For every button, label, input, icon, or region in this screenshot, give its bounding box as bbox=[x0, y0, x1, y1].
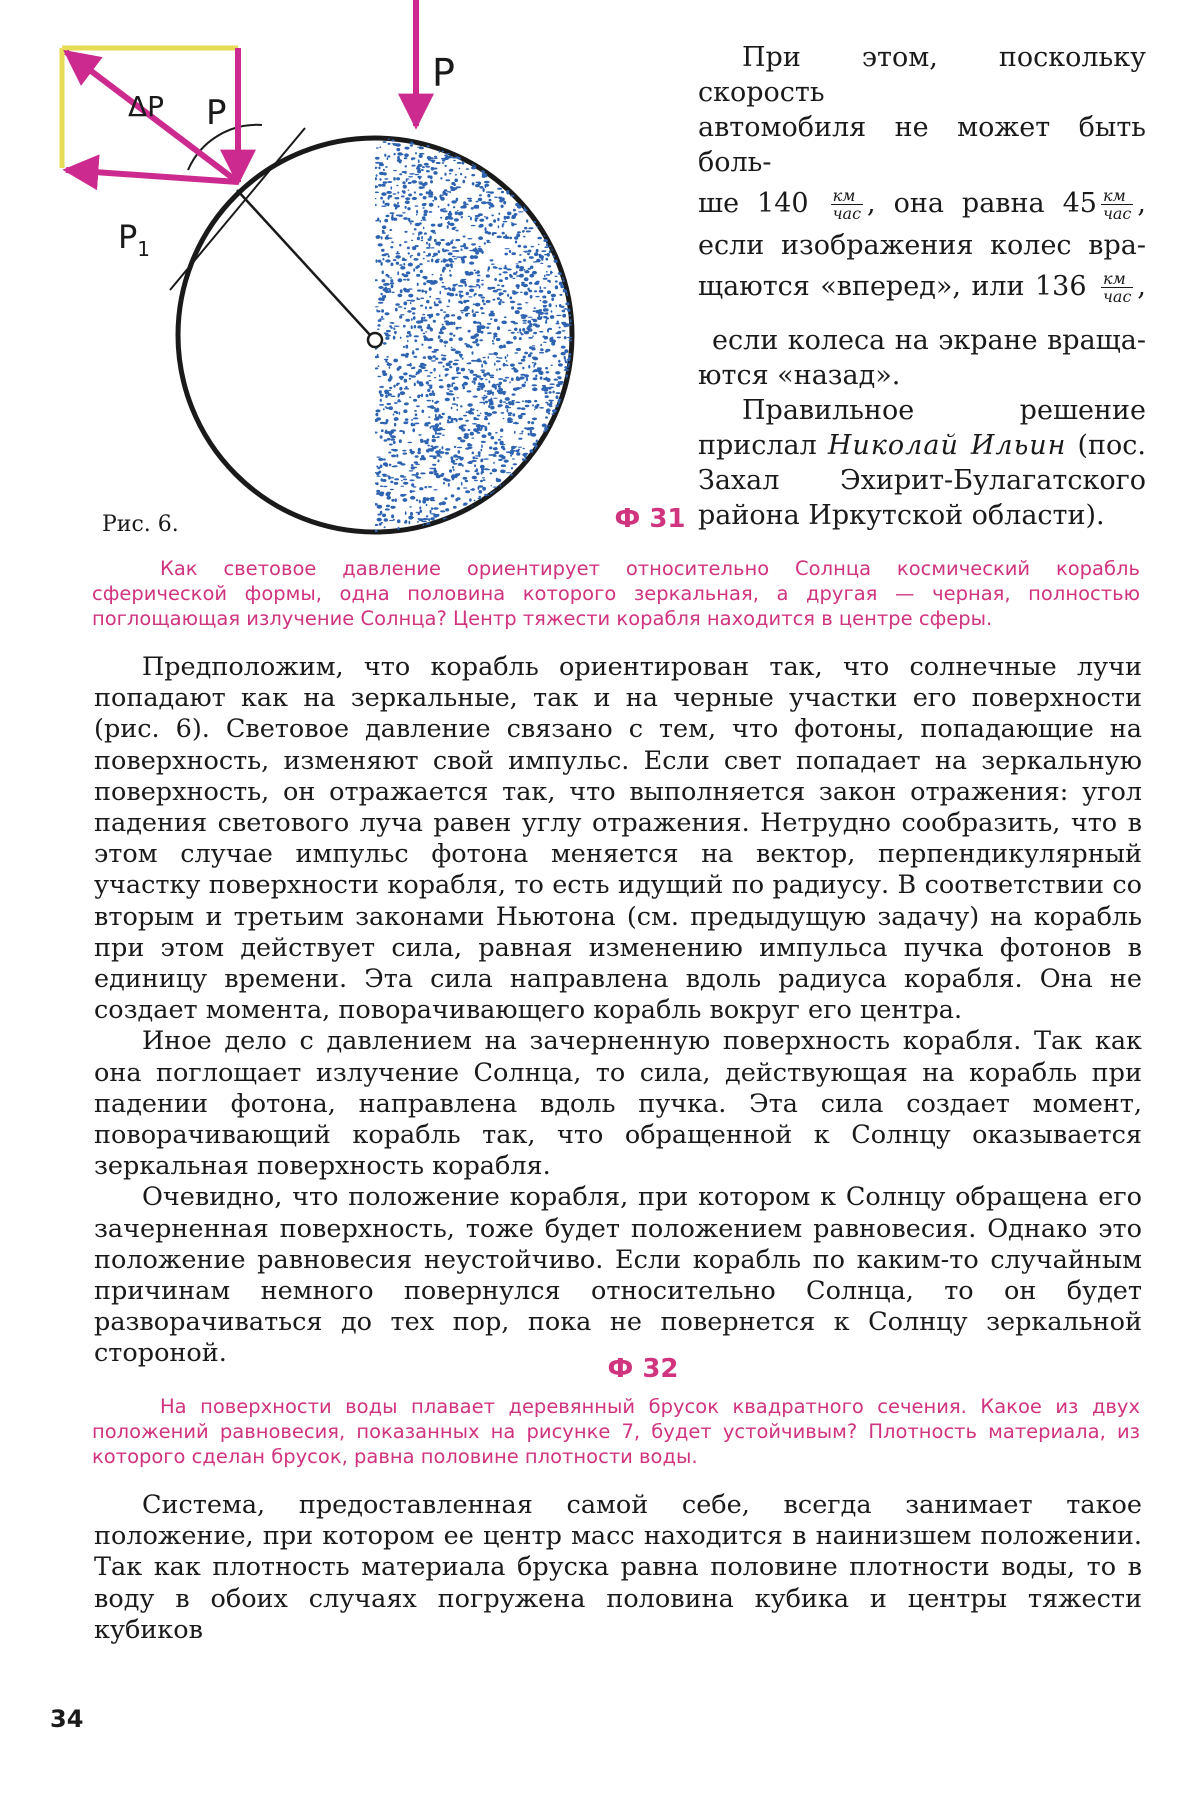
answer-f32 bbox=[94, 1490, 1142, 1646]
problem-heading-f31: Ф 31 bbox=[614, 504, 686, 534]
side-line-5 bbox=[698, 269, 1146, 305]
unit-fraction-3 bbox=[1101, 270, 1133, 305]
black-half-dots bbox=[372, 137, 577, 534]
side-line-3 bbox=[698, 186, 1146, 222]
unit-fraction-2 bbox=[1101, 187, 1133, 222]
unit-num: км bbox=[1101, 270, 1133, 288]
label-p1-sub: 1 bbox=[137, 237, 151, 261]
label-p-beam: P bbox=[432, 51, 455, 95]
label-p1-main: P bbox=[118, 218, 138, 256]
side-column bbox=[698, 40, 1146, 533]
answer-f31-paragraph-2: Иное дело с давлением на зачерненную поверхность корабля. Так как она поглощает излучение Солнца, то сила, действующая на корабль при падении фотона, направлена вдоль пучка. Эта сила создает момент, поворачивающий корабль так, что обращенной к Солнцу оказывается зеркальная поверхность корабля. bbox=[94, 1026, 1142, 1182]
question-f32 bbox=[92, 1394, 1140, 1469]
unit-num: км bbox=[831, 187, 863, 205]
radius-line bbox=[237, 190, 370, 335]
label-p: P bbox=[206, 93, 227, 133]
side-p2-rest: (пос. Захал Эхирит-Булагатского района Иркутской области). bbox=[698, 430, 1146, 531]
side-line-5-b: , bbox=[1137, 271, 1146, 302]
problem-heading-f32: Ф 32 bbox=[607, 1354, 679, 1384]
unit-fraction-1 bbox=[831, 187, 863, 222]
center-point bbox=[368, 333, 382, 347]
side-line-3-b: , она равна bbox=[867, 188, 1045, 219]
side-line-3-c: 45 bbox=[1062, 188, 1097, 219]
author-name: Николай Ильин bbox=[827, 430, 1067, 461]
side-p2-start: Правильное решение прислал bbox=[698, 395, 1146, 461]
answer-f31-paragraph-1: Предположим, что корабль ориентирован так, что солнечные лучи попадают как на зеркальные, так и на черные участки его поверхности (рис. 6). Световое давление связано с тем, что фотоны, попадающие на поверхность, изменяют свой импульс. Если свет попадает на зеркальную поверхность, он отражается так, что выполняется закон отражения: угол падения светового луча равен углу отражения. Нетрудно сообразить, что в этом случае импульс фотона меняется на вектор, перпендикулярный участку поверхности корабля, то есть идущий по радиусу. В соответствии со вторым и третьим законами Ньютона (см. предыдущую задачу) на корабль при этом действует сила, равная изменению импульса пучка фотонов в единицу времени. Эта сила направлена вдоль радиуса корабля. Она не создает момента, поворачивающего корабль вокруг его центра. bbox=[94, 652, 1142, 1026]
label-dp: ΔP bbox=[128, 90, 165, 123]
side-line-4: если изображения колес вра- bbox=[698, 230, 1146, 261]
side-line-7: ются «назад». bbox=[698, 360, 901, 391]
side-line-2: автомобиля не может быть боль- bbox=[698, 112, 1146, 178]
unit-num: км bbox=[1101, 187, 1133, 205]
answer-f32-paragraph-1: Система, предоставленная самой себе, всегда занимает такое положение, при котором ее центр масс находится в наинизшем положении. Так как плотность материала бруска равна половине плотности воды, то в воду в обоих случаях погружена половина кубика и центры тяжести кубиков bbox=[94, 1490, 1142, 1645]
question-f31-text: Как световое давление ориентирует относительно Солнца космический корабль сферической формы, одна половина которого зеркальная, а другая — черная, полностью поглощающая излучение Солнца? Центр тяжести корабля находится в центре сферы. bbox=[92, 557, 1140, 630]
side-line-1: При этом, поскольку скорость bbox=[698, 42, 1146, 108]
unit-den: час bbox=[832, 204, 862, 223]
figure-6 bbox=[40, 0, 680, 560]
page-number: 34 bbox=[50, 1705, 84, 1733]
answer-f31 bbox=[94, 652, 1142, 1370]
unit-den: час bbox=[1102, 287, 1132, 306]
side-line-5-a: щаются «вперед», или 136 bbox=[698, 271, 1087, 302]
vector-p1 bbox=[66, 170, 238, 182]
side-paragraph-2 bbox=[698, 393, 1146, 533]
label-p1 bbox=[118, 218, 150, 261]
unit-den: час bbox=[1102, 204, 1132, 223]
side-line-3-d: , bbox=[1137, 188, 1146, 219]
figure-caption: Рис. 6. bbox=[102, 512, 179, 537]
question-f31 bbox=[92, 556, 1140, 631]
side-line-6: если колеса на экране враща- bbox=[712, 325, 1146, 356]
answer-f31-paragraph-3: Очевидно, что положение корабля, при котором к Солнцу обращена его зачерненная поверхность, тоже будет положением равновесия. Однако это положение равновесия неустойчиво. Если корабль по каким-то случайным причинам немного повернулся относительно Солнца, то он будет разворачиваться до тех пор, пока не повернется к Солнцу зеркальной стороной. bbox=[94, 1182, 1142, 1369]
side-line-3-a: ше 140 bbox=[698, 188, 809, 219]
question-f32-text: На поверхности воды плавает деревянный брусок квадратного сечения. Какое из двух положений равновесия, показанных на рисунке 7, будет устойчивым? Плотность материала, из которого сделан брусок, равна половине плотности воды. bbox=[92, 1395, 1140, 1468]
